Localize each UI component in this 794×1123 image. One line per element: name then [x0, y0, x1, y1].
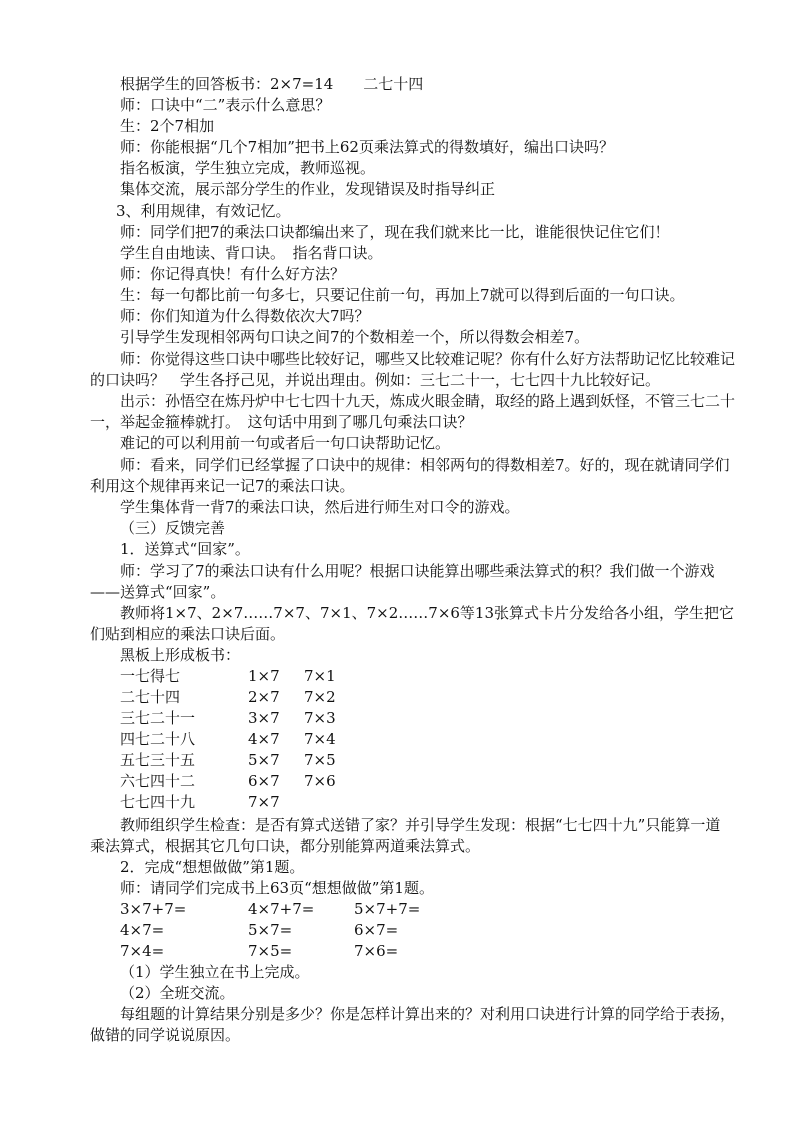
rhyme-cell: 五七三十五 [120, 751, 196, 769]
rhyme-cell: 三七二十一 [120, 709, 196, 727]
formula-cell: 7×7 [248, 793, 280, 811]
teacher-why-line: 师：你们知道为什么得数依次大7吗？ [120, 307, 370, 325]
rhyme-cell: 六七四十二 [120, 772, 196, 790]
formula-cell: 7×5 [304, 751, 336, 769]
exercise-cell: 6×7= [354, 921, 399, 939]
exercise-cell: 5×7= [248, 921, 293, 939]
teacher-instruction-line: 师：你能根据“几个7相加”把书上62页乘法算式的得数填好，编出口诀吗？ [120, 138, 614, 156]
exercise-cell: 4×7+7= [248, 900, 315, 918]
paragraph-rule-2: 利用这个规律再来记一记7的乘法口诀。 [90, 477, 355, 495]
paragraph-game-1: 师：学习了7的乘法口诀有什么用呢？根据口诀能算出哪些乘法算式的积？我们做一个游戏 [120, 562, 715, 580]
recite-game-line: 学生集体背一背7的乘法口诀，然后进行师生对口令的游戏。 [120, 498, 520, 516]
exercise-cell: 7×4= [120, 942, 165, 960]
formula-cell: 5×7 [248, 751, 280, 769]
section-heading-feedback: （三）反馈完善 [120, 519, 226, 537]
exercise-cell: 3×7+7= [120, 900, 187, 918]
board-title: 黑板上形成板书： [120, 646, 241, 664]
paragraph-story-1: 出示：孙悟空在炼丹炉中七七四十九天，炼成火眼金睛，取经的路上遇到妖怪，不管三七二十 [120, 392, 736, 410]
exercise-cell: 5×7+7= [354, 900, 421, 918]
paragraph-cards-1: 教师将1×7、2×7……7×7、7×1、7×2……7×6等13张算式卡片分发给各小组，学生把它 [120, 604, 735, 622]
formula-cell: 4×7 [248, 730, 280, 748]
rhyme-cell: 七七四十九 [120, 793, 196, 811]
exercise-cell: 4×7= [120, 921, 165, 939]
paragraph-review-1: 每组题的计算结果分别是多少？你是怎样计算出来的？对利用口诀进行计算的同学给于表扬， [120, 1005, 736, 1023]
formula-cell: 7×4 [304, 730, 336, 748]
board-demo-line: 指名板演，学生独立完成，教师巡视。 [120, 159, 376, 177]
paragraph-easy-hard-1: 师：你觉得这些口诀中哪些比较好记，哪些又比较难记呢？你有什么好方法帮助记忆比较难记 [120, 350, 736, 368]
teacher-question-line: 师：口诀中“二”表示什么意思？ [120, 96, 331, 114]
step-1-line: （1）学生独立在书上完成。 [120, 963, 310, 981]
item-2-heading: 2．完成“想想做做”第1题。 [120, 858, 305, 876]
exercise-cell: 7×5= [248, 942, 293, 960]
paragraph-game-2: ——送算式“回家”。 [90, 583, 226, 601]
teacher-method-line: 师：你记得真快！有什么好方法？ [120, 265, 346, 283]
formula-cell: 2×7 [248, 688, 280, 706]
formula-cell: 7×2 [304, 688, 336, 706]
exercise-cell: 7×6= [354, 942, 399, 960]
board-note-line: 根据学生的回答板书：2×7=14 二七十四 [120, 75, 424, 93]
recite-line: 学生自由地读、背口诀。 指名背口诀。 [120, 244, 383, 262]
paragraph-review-2: 做错的同学说说原因。 [90, 1026, 241, 1044]
paragraph-check-1: 教师组织学生检查：是否有算式送错了家？并引导学生发现：根据“七七四十九”只能算一道 [120, 816, 721, 834]
hard-recall-line: 难记的可以利用前一句或者后一句口诀帮助记忆。 [120, 434, 451, 452]
formula-cell: 6×7 [248, 772, 280, 790]
item-1-heading: 1．送算式“回家”。 [120, 540, 250, 558]
formula-cell: 7×3 [304, 709, 336, 727]
paragraph-story-2: 一，举起金箍棒就打。 这句话中用到了哪几句乘法口诀？ [90, 413, 473, 431]
student-answer-line: 生：2个7相加 [120, 117, 215, 135]
formula-cell: 7×6 [304, 772, 336, 790]
rhyme-cell: 一七得七 [120, 667, 181, 685]
section-heading-3: 3、利用规律，有效记忆。 [116, 202, 291, 220]
rhyme-cell: 四七二十八 [120, 730, 196, 748]
formula-cell: 7×1 [304, 667, 336, 685]
guide-line: 引导学生发现相邻两句口诀之间7的个数相差一个，所以得数会相差7。 [120, 328, 590, 346]
paragraph-cards-2: 们贴到相应的乘法口诀后面。 [90, 625, 286, 643]
teacher-compare-line: 师：同学们把7的乘法口诀都编出来了，现在我们就来比一比，谁能很快记住它们！ [120, 223, 670, 241]
rhyme-cell: 二七十四 [120, 688, 181, 706]
paragraph-rule-1: 师：看来，同学们已经掌握了口诀中的规律：相邻两句的得数相差7。好的，现在就请同学们 [120, 456, 730, 474]
group-exchange-line: 集体交流，展示部分学生的作业，发现错误及时指导纠正 [120, 180, 496, 198]
formula-cell: 1×7 [248, 667, 280, 685]
formula-cell: 3×7 [248, 709, 280, 727]
paragraph-check-2: 乘法算式，根据其它几句口诀，都分别能算两道乘法算式。 [90, 837, 481, 855]
student-method-line: 生：每一句都比前一句多七，只要记住前一句，再加上7就可以得到后面的一句口诀。 [120, 286, 685, 304]
step-2-line: （2）全班交流。 [120, 984, 235, 1002]
paragraph-easy-hard-2: 的口诀吗？ 学生各抒己见，并说出理由。例如：三七二十一，七七四十九比较好记。 [90, 371, 661, 389]
teacher-exercise-line: 师：请同学们完成书上63页“想想做做”第1题。 [120, 879, 434, 897]
